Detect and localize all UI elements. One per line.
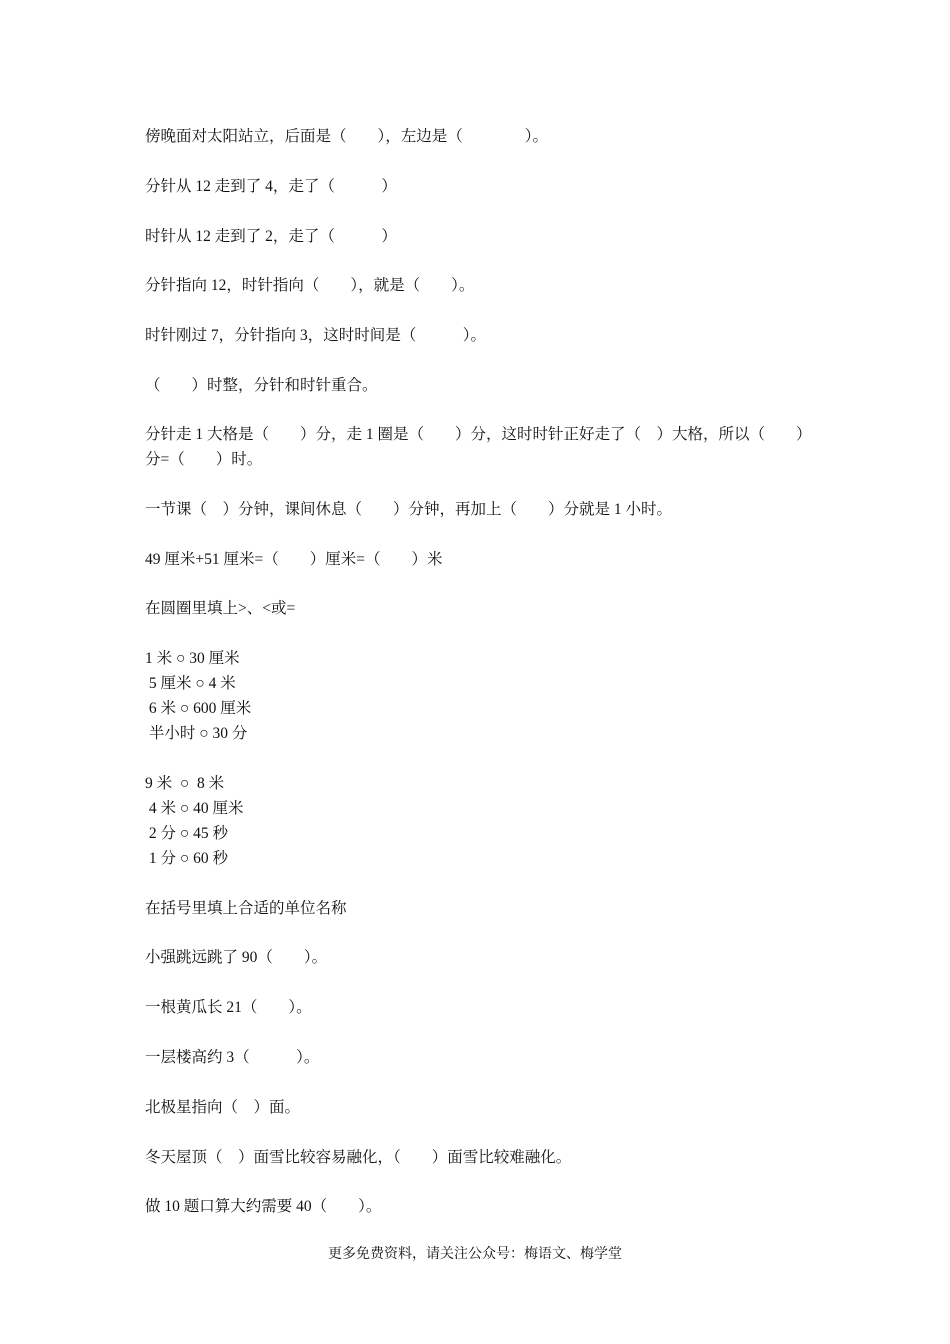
unit-question: 一层楼高约 3（ ）。 <box>145 1049 320 1066</box>
question-8: 一节课（ ）分钟，课间休息（ ）分钟，再加上（ ）分就是 1 小时。 <box>145 501 673 518</box>
unit-question: 做 10 题口算大约需要 40（ ）。 <box>145 1198 382 1215</box>
compare-item: 1 米 ○ 30 厘米 <box>145 650 240 667</box>
unit-question: 小强跳远跳了 90（ ）。 <box>145 949 328 966</box>
compare-item: 半小时 ○ 30 分 <box>145 725 248 742</box>
question-9: 49 厘米+51 厘米=（ ）厘米=（ ）米 <box>145 551 443 568</box>
question-4: 分针指向 12，时针指向（ ），就是（ ）。 <box>145 277 475 294</box>
question-2: 分针从 12 走到了 4，走了（ ） <box>145 178 397 195</box>
question-3: 时针从 12 走到了 2，走了（ ） <box>145 228 397 245</box>
question-7: 分针走 1 大格是（ ）分，走 1 圈是（ ）分，这时时针正好走了（ ）大格，所以（ ）分=（ ）时。 <box>145 426 804 468</box>
compare-item: 9 米 ○ 8 米 <box>145 775 225 792</box>
question-5: 时针刚过 7，分针指向 3，这时时间是（ ）。 <box>145 327 487 344</box>
footer-note: 更多免费资料，请关注公众号：梅语文、梅学堂 <box>328 1247 622 1262</box>
compare-item: 5 厘米 ○ 4 米 <box>145 675 236 692</box>
compare-item: 4 米 ○ 40 厘米 <box>145 800 244 817</box>
compare-heading: 在圆圈里填上>、<或= <box>145 600 296 617</box>
question-1: 傍晚面对太阳站立，后面是（ ），左边是（ ）。 <box>145 128 549 145</box>
units-heading: 在括号里填上合适的单位名称 <box>145 900 347 917</box>
compare-item: 1 分 ○ 60 秒 <box>145 850 228 867</box>
unit-question: 一根黄瓜长 21（ ）。 <box>145 999 312 1016</box>
unit-question: 北极星指向（ ）面。 <box>145 1099 301 1116</box>
compare-item: 6 米 ○ 600 厘米 <box>145 700 252 717</box>
compare-item: 2 分 ○ 45 秒 <box>145 825 228 842</box>
question-6: （ ）时整，分针和时针重合。 <box>145 377 378 394</box>
unit-question: 冬天屋顶（ ）面雪比较容易融化，（ ）面雪比较难融化。 <box>145 1149 572 1166</box>
